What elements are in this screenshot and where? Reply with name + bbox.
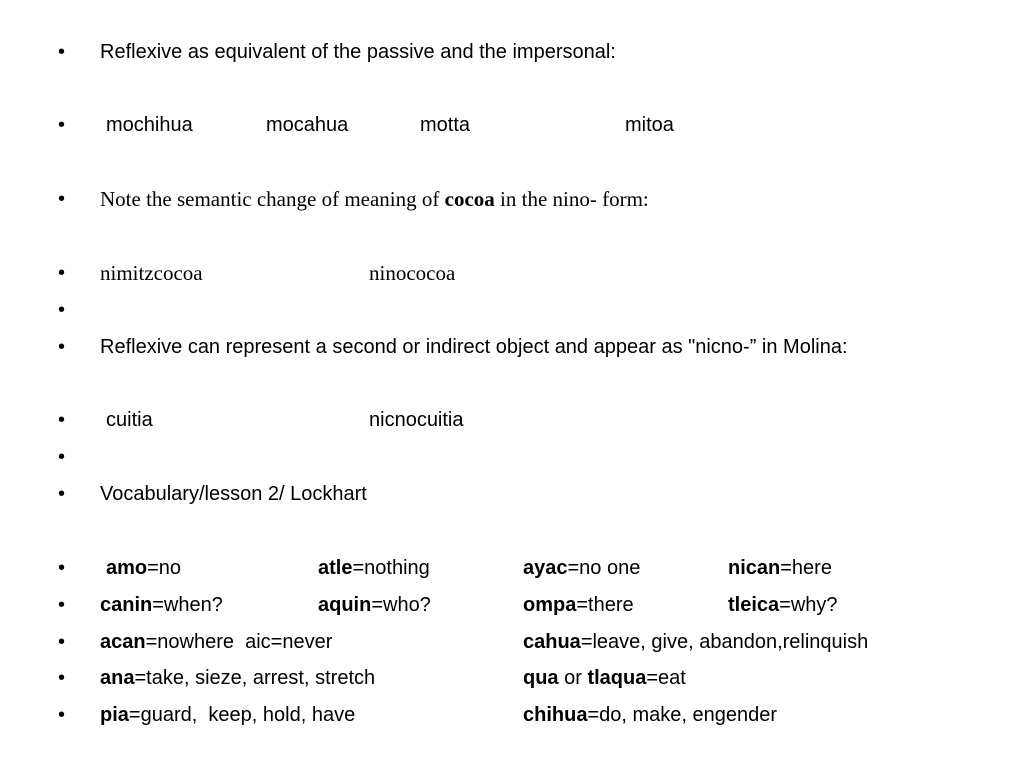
vocab-term: tlaqua — [587, 667, 647, 689]
vocab-gloss: =here — [780, 557, 832, 579]
word-cuitia: cuitia — [106, 409, 153, 431]
bullet-marker: • — [58, 188, 66, 210]
vocab-term: acan — [100, 631, 146, 653]
bullet-marker: • — [58, 557, 66, 579]
bullet-line-5 — [0, 295, 1024, 325]
bullet-line-1 — [0, 37, 1024, 67]
bullet-marker: • — [58, 631, 66, 653]
bullet-marker: • — [58, 114, 66, 136]
vocab-entry — [318, 590, 431, 620]
vocab-term: aquin — [318, 594, 372, 616]
vocab-row — [0, 700, 1024, 730]
bullet-marker: • — [58, 41, 66, 63]
vocab-gloss: =there — [576, 594, 634, 616]
bullet-marker: • — [58, 446, 66, 468]
vocab-term: canin — [100, 594, 153, 616]
bullet-marker: • — [58, 262, 66, 284]
vocab-term: ayac — [523, 557, 568, 579]
vocab-gloss: =no one — [567, 557, 641, 579]
vocab-row — [0, 627, 1024, 657]
vocab-term: ompa — [523, 594, 577, 616]
vocab-gloss: =do, make, engender — [587, 704, 778, 726]
vocab-term: amo — [106, 557, 148, 579]
word-mochihua: mochihua — [106, 114, 193, 136]
vocab-term: nican — [728, 557, 781, 579]
vocab-entry — [728, 553, 832, 583]
bullet-marker: • — [58, 483, 66, 505]
bullet-line-2 — [0, 110, 1024, 140]
vocab-entry — [106, 553, 181, 583]
vocab-term: chihua — [523, 704, 588, 726]
vocab-row — [0, 590, 1024, 620]
bullet-marker: • — [58, 594, 66, 616]
vocab-term: qua — [523, 667, 559, 689]
vocab-row — [0, 663, 1024, 693]
word-mocahua: mocahua — [266, 114, 349, 136]
vocab-gloss: =leave, give, abandon,relinquish — [580, 631, 869, 653]
vocab-term: pia — [100, 704, 129, 726]
vocab-entry — [728, 590, 838, 620]
vocab-gloss: =nothing — [352, 557, 430, 579]
vocab-entry — [523, 553, 640, 583]
bullet-marker: • — [58, 667, 66, 689]
word-cocoa: cocoa — [444, 187, 495, 211]
bullet-marker: • — [58, 704, 66, 726]
vocab-gloss: or — [558, 667, 588, 689]
bullet-line-6 — [0, 332, 1024, 362]
vocab-gloss: =when? — [152, 594, 223, 616]
line-text — [100, 184, 649, 214]
word-nimitzcocoa: nimitzcocoa — [100, 261, 203, 285]
vocab-term: cahua — [523, 631, 581, 653]
vocab-entry — [523, 663, 686, 693]
vocab-entry — [100, 627, 332, 657]
vocab-entry — [523, 700, 777, 730]
vocab-entry — [523, 627, 868, 657]
vocab-term: ana — [100, 667, 135, 689]
bullet-line-9 — [0, 479, 1024, 509]
vocab-term: atle — [318, 557, 353, 579]
word-mitoa: mitoa — [625, 114, 674, 136]
vocab-gloss: =why? — [779, 594, 838, 616]
vocab-gloss: =take, sieze, arrest, stretch — [134, 667, 376, 689]
vocab-gloss: =guard, keep, hold, have — [128, 704, 356, 726]
bullet-marker: • — [58, 409, 66, 431]
vocab-entry — [100, 700, 355, 730]
line-text: Reflexive can represent a second or indirect object and appear as "nicno-” in Molina: — [100, 336, 848, 358]
text-post: in the nino- form: — [494, 187, 649, 211]
text-pre: Note the semantic change of meaning of — [100, 187, 445, 211]
line-text: Vocabulary/lesson 2/ Lockhart — [100, 483, 367, 505]
bullet-line-7 — [0, 405, 1024, 435]
vocab-gloss: =no — [147, 557, 182, 579]
bullet-line-4 — [0, 258, 1024, 288]
word-ninococoa: ninococoa — [369, 261, 456, 285]
vocab-term: tleica — [728, 594, 780, 616]
vocab-entry — [100, 663, 375, 693]
vocab-gloss: =nowhere aic=never — [145, 631, 333, 653]
vocab-row — [0, 553, 1024, 583]
bullet-marker: • — [58, 299, 66, 321]
bullet-line-3 — [0, 184, 1024, 214]
vocab-gloss: =eat — [646, 667, 686, 689]
bullet-marker: • — [58, 336, 66, 358]
word-motta: motta — [420, 114, 471, 136]
vocab-entry — [100, 590, 223, 620]
vocab-gloss: =who? — [371, 594, 431, 616]
vocab-entry — [523, 590, 634, 620]
line-text: Reflexive as equivalent of the passive and the impersonal: — [100, 41, 616, 63]
vocab-entry — [318, 553, 430, 583]
word-nicnocuitia: nicnocuitia — [369, 409, 464, 431]
bullet-line-8 — [0, 442, 1024, 472]
